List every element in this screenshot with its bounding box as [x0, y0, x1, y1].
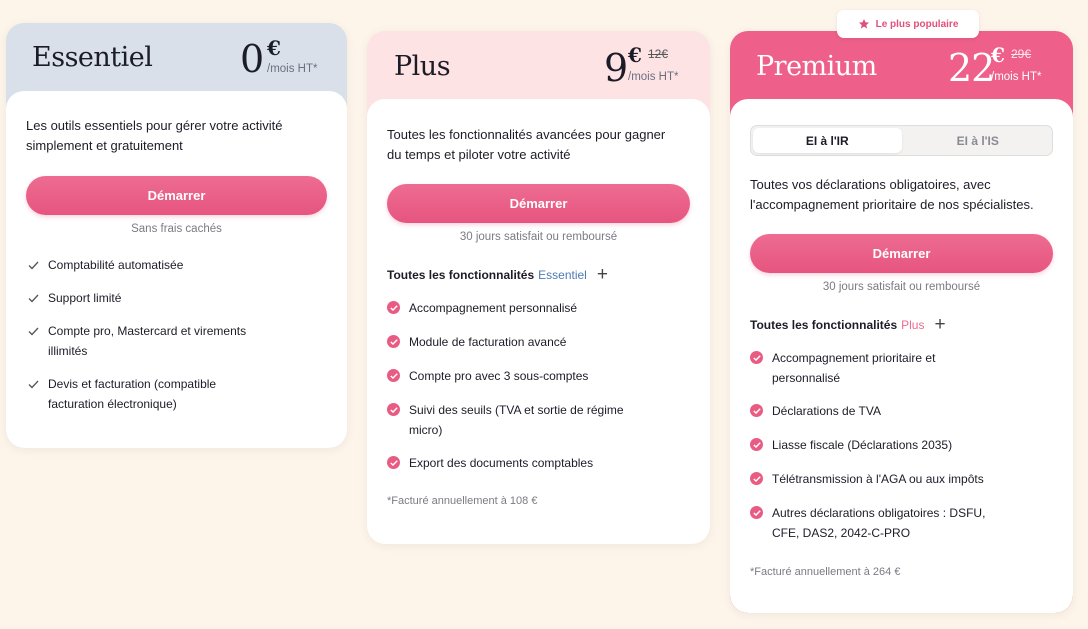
plan-price: 22	[948, 46, 995, 90]
plan-body-premium	[730, 99, 1073, 613]
all-features-plan: Plus	[901, 317, 925, 332]
start-button[interactable]: Démarrer	[387, 184, 690, 223]
plan-card-essentiel	[6, 23, 347, 448]
check-circle-icon	[387, 301, 400, 314]
plan-name: Essentiel	[32, 42, 153, 73]
feature-label: Compte pro, Mastercard et virements illimités	[48, 324, 247, 358]
plan-description: Toutes vos déclarations obligatoires, avec l'accompagnement prioritaire de nos spécialistes.	[750, 177, 1034, 212]
toggle-option-ir[interactable]: EI à l'IR	[753, 128, 902, 153]
price-currency: €	[267, 36, 281, 60]
feature-item	[750, 401, 1053, 421]
feature-list	[750, 348, 1053, 543]
billing-note: *Facturé annuellement à 264 €	[750, 566, 901, 578]
feature-item	[750, 503, 1053, 543]
plan-price: 9	[604, 46, 628, 90]
feature-label: Autres déclarations obligatoires : DSFU, CFE, DAS2, 2042-C-PRO	[772, 506, 986, 540]
star-icon	[858, 18, 870, 30]
feature-item	[387, 366, 690, 386]
plan-name: Plus	[394, 51, 451, 82]
price-unit: /mois HT*	[267, 63, 318, 75]
plan-note: 30 jours satisfait ou remboursé	[822, 281, 981, 293]
feature-label: Suivi des seuils (TVA et sortie de régime micro)	[409, 403, 624, 437]
feature-list	[387, 298, 690, 473]
popular-badge	[837, 10, 979, 38]
feature-label: Comptabilité automatisée	[48, 258, 184, 272]
feature-label: Télétransmission à l'AGA ou aux impôts	[772, 472, 984, 486]
check-circle-icon	[387, 335, 400, 348]
feature-label: Devis et facturation (compatible facturation électronique)	[48, 377, 217, 411]
check-icon	[26, 321, 40, 341]
check-circle-icon	[750, 404, 763, 417]
all-features-plan: Essentiel	[538, 267, 587, 282]
plan-description: Toutes les fonctionnalités avancées pour gagner du temps et piloter votre activité	[387, 127, 666, 162]
plan-card-plus	[367, 31, 710, 544]
feature-list	[26, 255, 327, 414]
check-circle-icon	[387, 456, 400, 469]
toggle-option-is[interactable]: EI à l'IS	[956, 133, 999, 148]
all-features-prefix: Toutes les fonctionnalités	[387, 267, 535, 282]
check-circle-icon	[750, 351, 763, 364]
feature-label: Déclarations de TVA	[772, 404, 881, 418]
tax-regime-toggle[interactable]	[750, 125, 1053, 156]
check-circle-icon	[750, 438, 763, 451]
expand-plus-icon[interactable]: +	[596, 264, 608, 285]
check-icon	[26, 288, 40, 308]
feature-label: Liasse fiscale (Déclarations 2035)	[772, 438, 953, 452]
start-button[interactable]: Démarrer	[26, 176, 327, 215]
plan-name: Premium	[756, 51, 877, 82]
feature-item	[26, 321, 327, 361]
all-features-header[interactable]	[387, 265, 690, 284]
price-currency: €	[628, 43, 642, 67]
expand-plus-icon[interactable]: +	[934, 314, 946, 335]
plan-note: 30 jours satisfait ou remboursé	[459, 231, 618, 243]
feature-item	[26, 288, 327, 308]
feature-label: Export des documents comptables	[409, 456, 594, 470]
feature-item	[26, 255, 327, 275]
plan-body-essentiel	[6, 91, 347, 448]
feature-label: Accompagnement personnalisé	[409, 301, 578, 315]
start-button[interactable]: Démarrer	[750, 234, 1053, 273]
old-price: 12€	[648, 47, 669, 61]
feature-item	[387, 453, 690, 473]
feature-item	[387, 298, 690, 318]
old-price: 29€	[1011, 47, 1032, 61]
check-icon	[26, 374, 40, 394]
feature-item	[26, 374, 327, 414]
popular-badge-label: Le plus populaire	[875, 18, 959, 30]
billing-note: *Facturé annuellement à 108 €	[387, 495, 538, 507]
feature-label: Accompagnement prioritaire et personnalisé	[772, 351, 936, 385]
check-icon	[26, 255, 40, 275]
all-features-prefix: Toutes les fonctionnalités	[750, 317, 898, 332]
feature-label: Compte pro avec 3 sous-comptes	[409, 369, 589, 383]
all-features-header[interactable]	[750, 315, 1053, 334]
check-circle-icon	[387, 403, 400, 416]
check-circle-icon	[750, 506, 763, 519]
feature-item	[387, 332, 690, 352]
price-unit: /mois HT*	[628, 71, 679, 83]
feature-label: Module de facturation avancé	[409, 335, 567, 349]
check-circle-icon	[750, 472, 763, 485]
check-circle-icon	[387, 369, 400, 382]
plan-price: 0	[240, 37, 264, 81]
feature-item	[750, 469, 1053, 489]
plan-card-premium	[730, 31, 1073, 613]
feature-item	[750, 435, 1053, 455]
feature-item	[387, 400, 690, 440]
price-unit: /mois HT*	[991, 71, 1042, 83]
price-currency: €	[991, 43, 1005, 67]
feature-label: Support limité	[48, 291, 122, 305]
plan-body-plus	[367, 99, 710, 544]
plan-note: Sans frais cachés	[131, 223, 222, 235]
plan-description: Les outils essentiels pour gérer votre activité simplement et gratuitement	[26, 118, 283, 153]
feature-item	[750, 348, 1053, 388]
